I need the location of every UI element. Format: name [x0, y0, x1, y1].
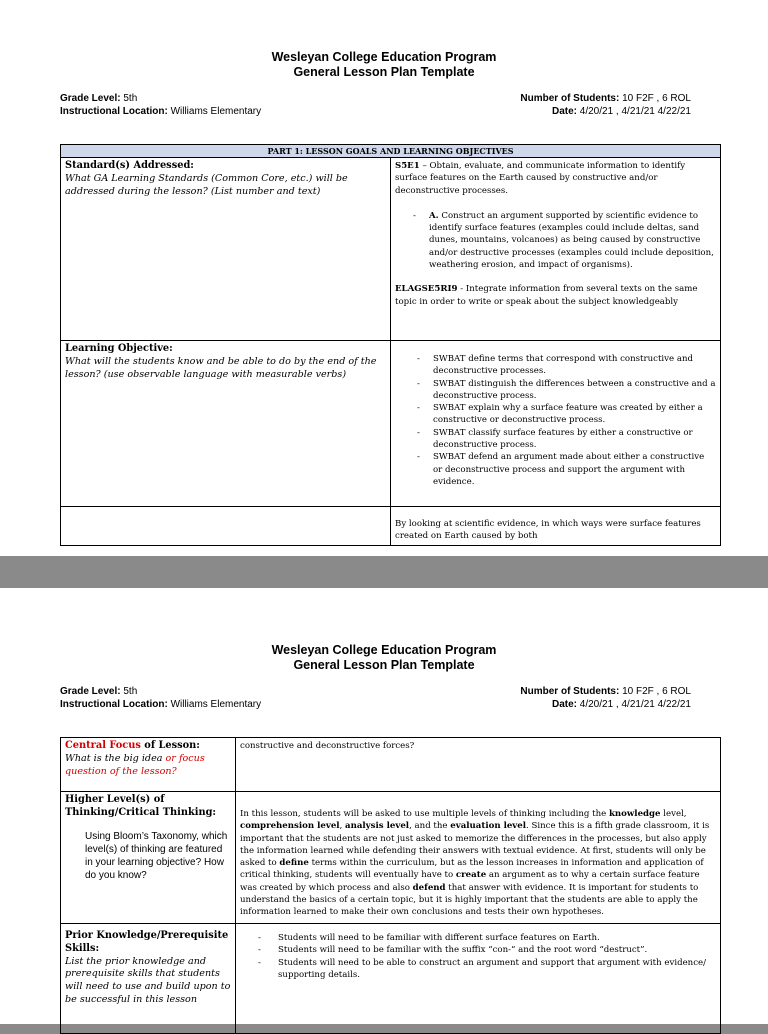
- objectives-cell: [391, 341, 721, 507]
- higher-thinking-text: In this lesson, students will be asked to use multiple levels of thinking including the knowledge level, comprehension level, analysis level, and the evaluation level. Since this is a fifth grade classroom, it is important that the students are not just asked to memorize the differences in the processes, but also apply the information learned while defending their answers with textual evidence. At first, students will only be asked to define terms within the curriculum, but as the lesson increases in information and application of critical thinking, students will eventually have to create an argument as to why a certain surface feature was created by which process and also defend that answer with evidence. It is important for students to understand the basics of a certain topic, but it is highly important that the students are able to apply the information learned to make their own conclusions and tests their own hypotheses.: [240, 809, 710, 918]
- document-page-2: [0, 588, 768, 1024]
- standard-element-a: - A. Construct an argument supported by scientific evidence to identify surface features (examples could include deltas, sand dunes, mountains, volcanoes) as being caused by constructive and/or destructive processes (examples could include deposition, weathering erosion, and impact of organisms).: [413, 210, 714, 271]
- prior-knowledge-label-cell: [61, 924, 236, 1034]
- standard-s5e1: S5E1 – Obtain, evaluate, and communicate information to identify surface features on the Earth caused by constructive and/or deconstructive processes.: [395, 161, 686, 196]
- objective-item: - SWBAT define terms that correspond with constructive and deconstructive processes.: [417, 353, 716, 378]
- focus-question-cell: [391, 507, 721, 546]
- objective-label: Learning Objective:: [65, 343, 173, 354]
- higher-thinking-label: Higher Level(s) of Thinking/Critical Thinking:: [65, 794, 217, 818]
- template-title: General Lesson Plan Template: [293, 658, 475, 672]
- standards-prompt: What GA Learning Standards (Common Core, etc.) will be addressed during the lesson? (List number and text): [65, 172, 348, 197]
- number-of-students: Number of Students: 10 F2F , 6 ROL: [520, 686, 691, 697]
- central-focus-continuation: constructive and deconstructive forces?: [240, 741, 415, 751]
- central-focus-prompt: What is the big idea or focus question of the lesson?: [65, 752, 205, 777]
- lesson-date: Date: 4/20/21 , 4/21/21 4/22/21: [551, 699, 691, 710]
- objective-label-cell: [61, 341, 391, 507]
- template-title: General Lesson Plan Template: [293, 65, 475, 79]
- central-focus-label: Central Focus of Lesson:: [65, 740, 200, 751]
- part1-header: PART 1: LESSON GOALS AND LEARNING OBJECTIVES: [61, 145, 721, 158]
- objectives-list: [395, 353, 716, 488]
- focus-question-partial: By looking at scientific evidence, in which ways were surface features created on Earth caused by both: [395, 519, 701, 542]
- prior-knowledge-item: - Students will need to be familiar with the suffix “con-“ and the root word “destruct”.: [258, 944, 716, 956]
- higher-thinking-prompt: Using Bloom’s Taxonomy, which level(s) of thinking are featured in your learning objective? How do you know?: [85, 830, 228, 881]
- instructional-location: Instructional Location: Williams Elementary: [60, 699, 262, 710]
- prior-knowledge-item: - Students will need to be familiar with different surface features on Earth.: [258, 932, 716, 944]
- higher-thinking-cell: [236, 792, 721, 924]
- central-focus-label-cell: [61, 738, 236, 792]
- standard-ela: ELAGSE5RI9 - Integrate information from several texts on the same topic in order to write or speak about the subject knowledgeably: [395, 284, 698, 307]
- standards-label-cell: [61, 158, 391, 341]
- central-focus-cont-cell: [236, 738, 721, 792]
- prior-knowledge-label: Prior Knowledge/Prerequisite Skills:: [65, 930, 229, 954]
- objective-item: - SWBAT distinguish the differences between a constructive and a deconstructive process.: [417, 378, 716, 403]
- lesson-focus-table: [60, 737, 721, 1034]
- objective-item: - SWBAT classify surface features by either a constructive or deconstructive process.: [417, 427, 716, 452]
- objective-item: - SWBAT defend an argument made about either a constructive or deconstructive process and support the argument with evidence.: [417, 451, 716, 488]
- prior-knowledge-prompt: List the prior knowledge and prerequisite skills that students will need to use and build upon to be successful in this lesson: [65, 955, 231, 1005]
- instructional-location: Instructional Location: Williams Elementary: [60, 106, 262, 117]
- grade-level: Grade Level: 5th: [60, 93, 138, 104]
- program-title: Wesleyan College Education Program: [271, 50, 497, 64]
- number-of-students: Number of Students: 10 F2F , 6 ROL: [520, 93, 691, 104]
- focus-label-cell-empty: [61, 507, 391, 546]
- lesson-date: Date: 4/20/21 , 4/21/21 4/22/21: [551, 106, 691, 117]
- prior-knowledge-cell: [236, 924, 721, 1034]
- higher-thinking-label-cell: [61, 792, 236, 924]
- prior-knowledge-item: - Students will need to be able to construct an argument and support that argument with evidence/ supporting details.: [258, 957, 716, 982]
- grade-level: Grade Level: 5th: [60, 686, 138, 697]
- standards-content-cell: [391, 158, 721, 341]
- program-title: Wesleyan College Education Program: [271, 643, 497, 657]
- standards-label: Standard(s) Addressed:: [65, 160, 194, 171]
- objective-item: - SWBAT explain why a surface feature was created by either a constructive or deconstructive process.: [417, 402, 716, 427]
- lesson-goals-table: [60, 144, 721, 546]
- objective-prompt: What will the students know and be able to do by the end of the lesson? (use observable language with measurable verbs): [65, 355, 377, 380]
- prior-knowledge-list: [240, 932, 716, 981]
